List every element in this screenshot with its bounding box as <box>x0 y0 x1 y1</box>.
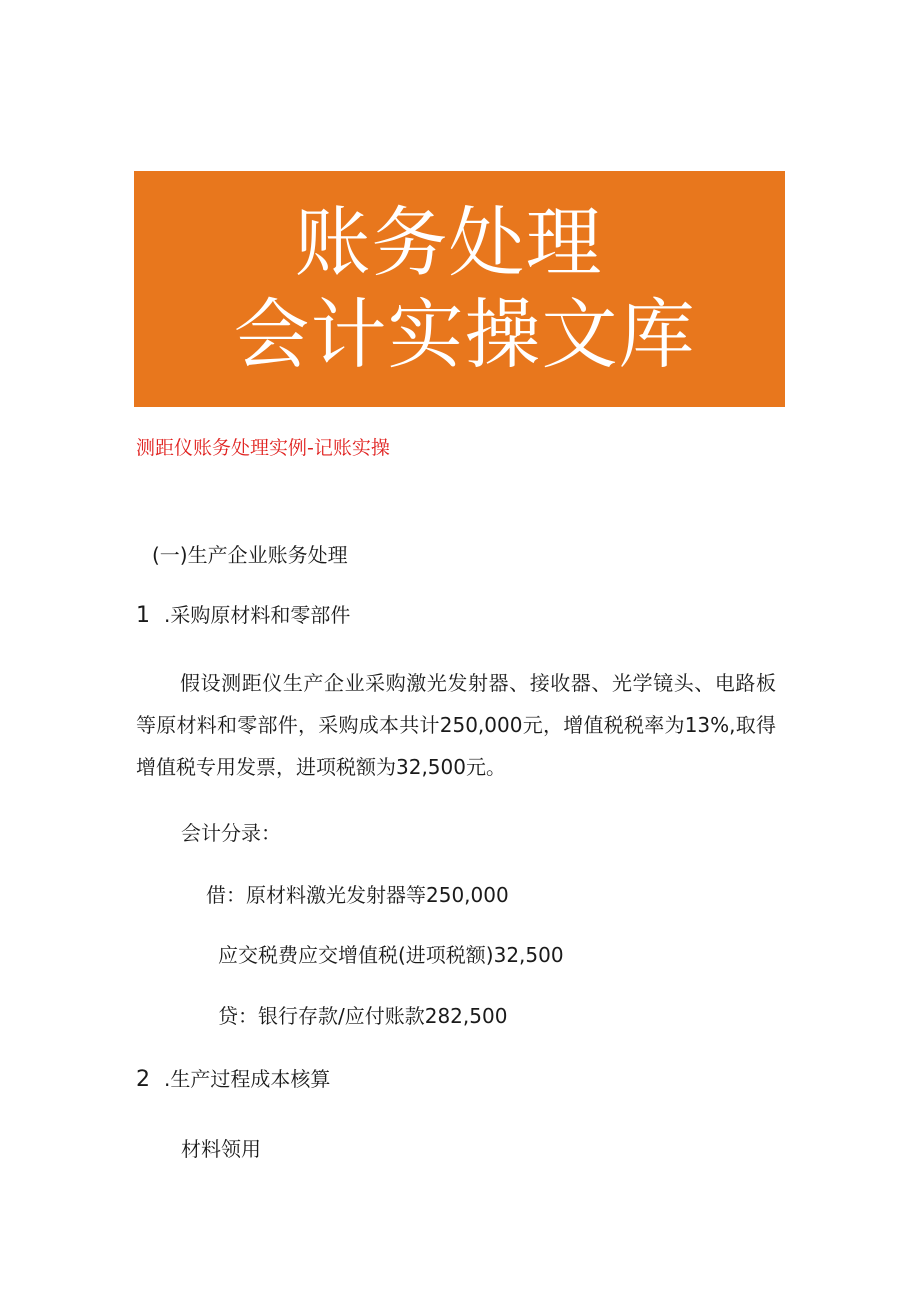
material-label: 材料领用 <box>181 1137 261 1161</box>
item-2-number: 2 <box>136 1067 150 1092</box>
banner-title-line2: 会计实操文库 <box>233 290 696 379</box>
body-paragraph: 假设测距仪生产企业采购激光发射器、接收器、光学镜头、电路板等原材料和零部件，采购成本共计250,000元，增值税税率为13%,取得增值税专用发票，进项税额为32,500元。 <box>136 671 776 779</box>
item-2-title: .生产过程成本核算 <box>164 1067 331 1091</box>
document-subtitle: 测距仪账务处理实例-记账实操 <box>136 437 390 459</box>
item-1-title: .采购原材料和零部件 <box>164 603 351 627</box>
banner-title-line1: 账务处理 <box>294 198 603 287</box>
item-2-heading <box>136 1067 330 1092</box>
entry-credit-line: 贷：银行存款/应付账款282,500 <box>218 1004 508 1028</box>
title-banner <box>134 171 785 407</box>
item-1-heading <box>136 603 350 628</box>
item-1-number: 1 <box>136 603 150 628</box>
section-heading: (一)生产企业账务处理 <box>152 543 348 567</box>
entry-label: 会计分录： <box>181 821 281 845</box>
entry-debit-line: 借：原材料激光发射器等250,000 <box>206 883 509 907</box>
entry-debit-tax-line: 应交税费应交增值税(进项税额)32,500 <box>218 943 564 967</box>
